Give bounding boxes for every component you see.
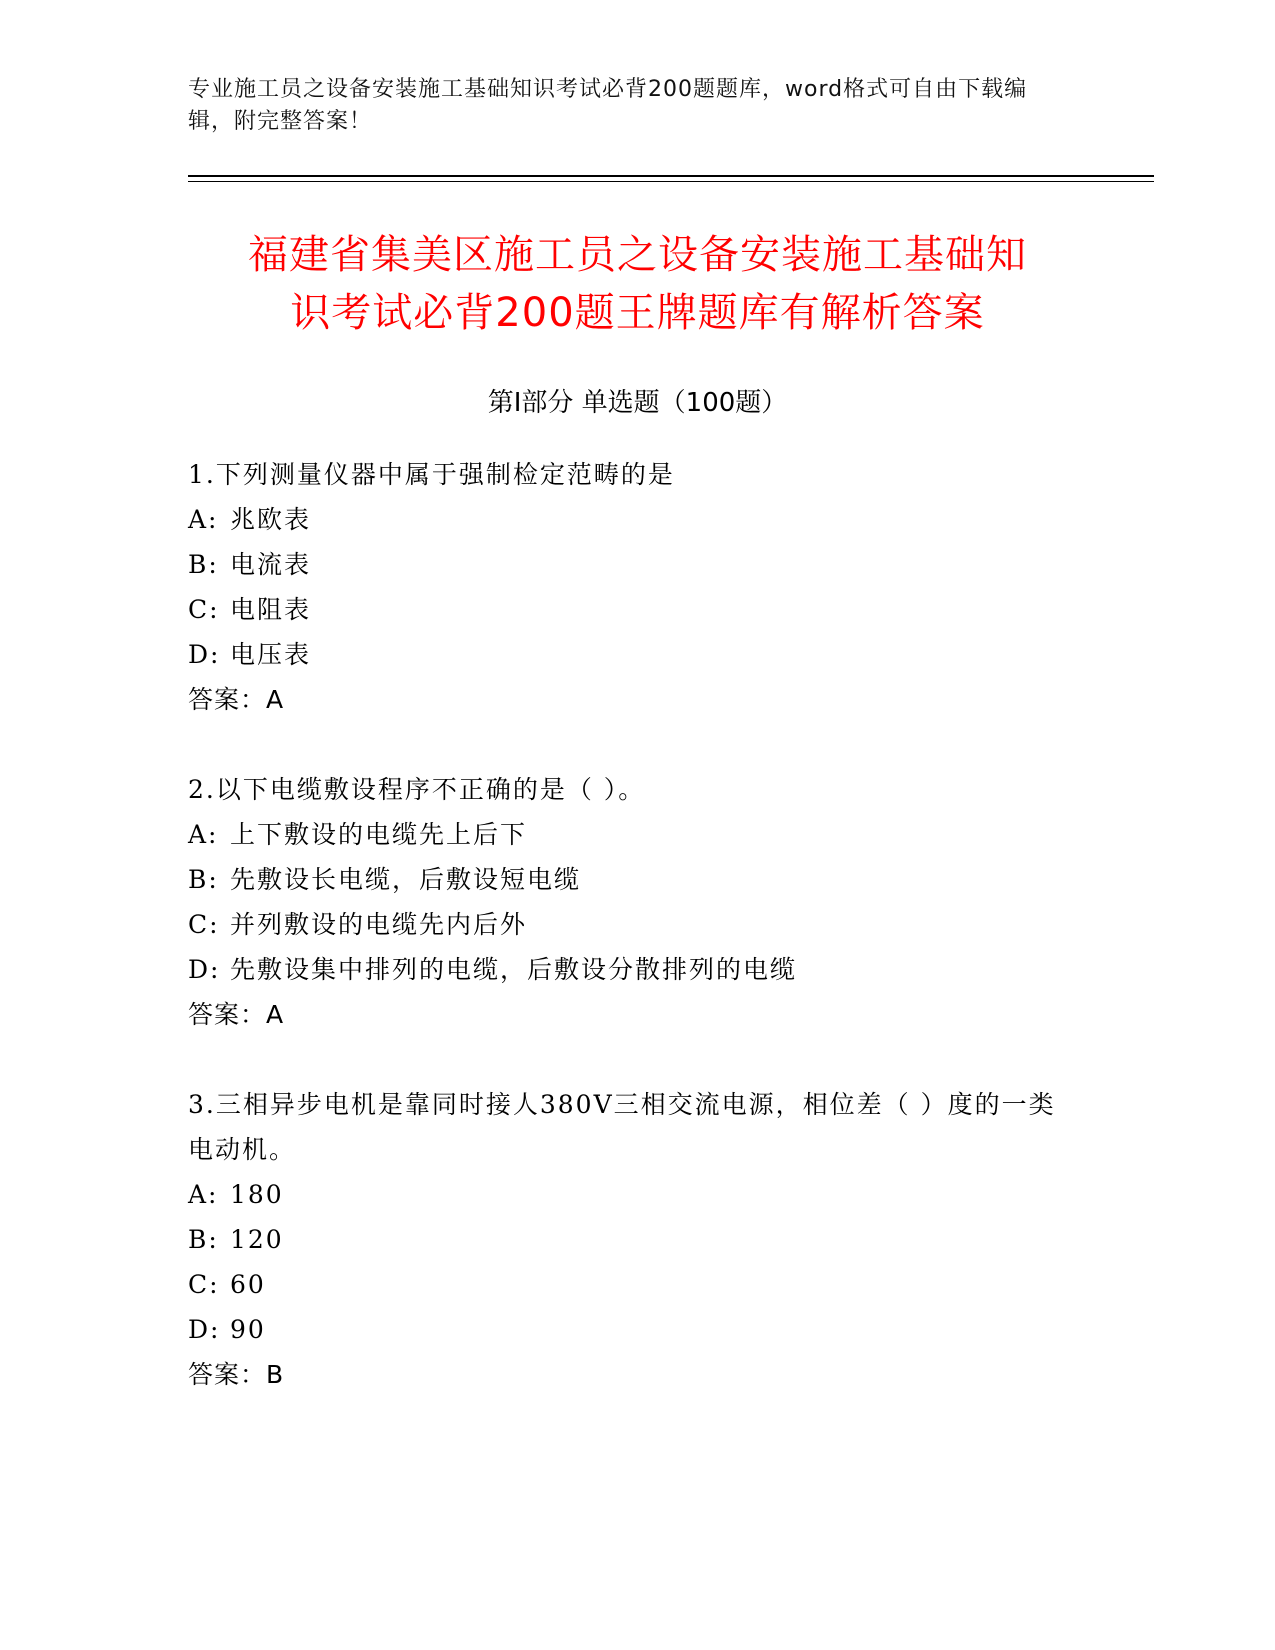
option-text: 上下敷设的电缆先上后下 <box>230 820 528 849</box>
option-letter: A: <box>188 1180 219 1209</box>
option-text: 90 <box>230 1315 266 1344</box>
option-letter: B: <box>188 865 219 894</box>
option-text: 电流表 <box>230 550 312 579</box>
header-divider-thin <box>188 181 1154 182</box>
option-letter: B: <box>188 550 219 579</box>
option-c <box>188 1262 1068 1307</box>
option-letter: C: <box>188 595 220 624</box>
option-letter: B: <box>188 1225 219 1254</box>
option-text: 电阻表 <box>230 595 312 624</box>
option-text: 120 <box>230 1225 284 1254</box>
option-text: 兆欧表 <box>230 505 312 534</box>
option-d <box>188 947 1068 992</box>
option-letter: D: <box>188 1315 221 1344</box>
document-title-line-2: 识考试必背200题王牌题库有解析答案 <box>290 290 985 336</box>
option-c <box>188 587 1068 632</box>
question-stem: 3.三相异步电机是靠同时接人380V三相交流电源，相位差（ ）度的一类电动机。 <box>188 1090 1056 1164</box>
option-text: 180 <box>230 1180 284 1209</box>
option-text: 电压表 <box>230 640 312 669</box>
header-divider-thick <box>188 175 1154 177</box>
question-stem: 1.下列测量仪器中属于强制检定范畴的是 <box>188 460 675 489</box>
option-letter: A: <box>188 820 219 849</box>
document-title <box>170 226 1105 342</box>
option-a <box>188 812 1068 857</box>
option-a <box>188 497 1068 542</box>
option-letter: C: <box>188 1270 220 1299</box>
option-letter: C: <box>188 910 220 939</box>
option-d <box>188 632 1068 677</box>
option-letter: D: <box>188 640 221 669</box>
option-d <box>188 1307 1068 1352</box>
option-letter: D: <box>188 955 221 984</box>
header-note: 专业施工员之设备安装施工基础知识考试必背200题题库，word格式可自由下载编辑，附完整答案！ <box>188 77 1028 134</box>
option-text: 并列敷设的电缆先内后外 <box>230 910 528 939</box>
option-letter: A: <box>188 505 219 534</box>
question-2 <box>188 767 1068 1037</box>
answer-line: 答案：A <box>188 685 285 714</box>
option-text: 60 <box>230 1270 266 1299</box>
document-title-line-1: 福建省集美区施工员之设备安装施工基础知 <box>248 232 1027 278</box>
option-b <box>188 542 1068 587</box>
option-c <box>188 902 1068 947</box>
option-a <box>188 1172 1068 1217</box>
question-1 <box>188 452 1068 722</box>
section-heading: 第Ⅰ部分 单选题（100题） <box>487 388 788 418</box>
option-b <box>188 857 1068 902</box>
answer-line: 答案：A <box>188 1000 285 1029</box>
question-3 <box>188 1082 1068 1397</box>
answer-line: 答案：B <box>188 1360 285 1389</box>
option-b <box>188 1217 1068 1262</box>
option-text: 先敷设集中排列的电缆，后敷设分散排列的电缆 <box>230 955 798 984</box>
question-stem: 2.以下电缆敷设程序不正确的是（ ）。 <box>188 775 646 804</box>
option-text: 先敷设长电缆，后敷设短电缆 <box>230 865 582 894</box>
